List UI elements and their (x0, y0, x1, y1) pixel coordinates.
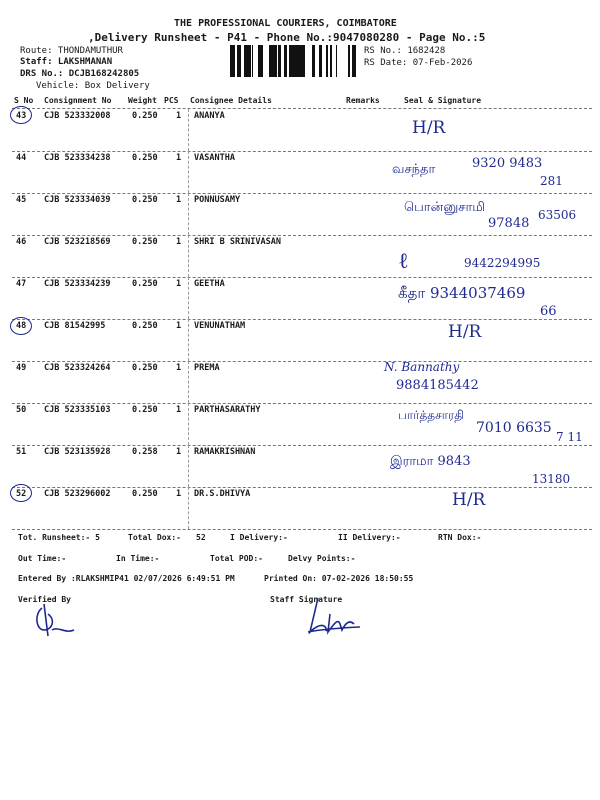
pieces: 1 (176, 237, 182, 247)
consignment-number: CJB 523218569 (44, 237, 111, 247)
consignment-number: CJB 523334039 (44, 195, 111, 205)
consignment-number: CJB 523335103 (44, 405, 111, 415)
column-divider (188, 403, 190, 445)
verified-by-signature (30, 600, 80, 640)
consignment-number: CJB 81542995 (44, 321, 106, 331)
total-dox-value: 52 (196, 533, 206, 542)
staff: Staff: LAKSHMANAN (20, 57, 113, 67)
pieces: 1 (176, 363, 182, 373)
handwritten-note: 66 (540, 304, 557, 319)
serial-number: 46 (16, 237, 27, 247)
pieces: 1 (176, 489, 182, 499)
tot-runsheet: Tot. Runsheet:- 5 (18, 533, 100, 542)
column-divider (188, 235, 190, 277)
column-divider (188, 151, 190, 193)
weight: 0.250 (132, 237, 158, 247)
staff-signature-label: Staff Signature (270, 595, 343, 604)
table-row (12, 487, 592, 530)
consignee-name: SHRI B SRINIVASAN (194, 237, 281, 247)
handwritten-note: வசந்தா (392, 162, 436, 177)
consignee-name: PREMA (194, 363, 220, 373)
weight: 0.250 (132, 363, 158, 373)
pieces: 1 (176, 405, 182, 415)
weight: 0.250 (132, 321, 158, 331)
weight: 0.258 (132, 447, 158, 457)
consignee-name: PONNUSAMY (194, 195, 241, 205)
rs-date: RS Date: 07-Feb-2026 (364, 58, 473, 68)
table-row (12, 319, 592, 362)
serial-number: 43 (16, 111, 27, 121)
handwritten-note: 97848 (488, 216, 530, 231)
consignment-number: CJB 523135928 (44, 447, 111, 457)
weight: 0.250 (132, 153, 158, 163)
ii-delivery: II Delivery:- (338, 533, 401, 542)
sno-circle-mark (10, 106, 32, 124)
column-divider (188, 487, 190, 529)
consignment-number: CJB 523334238 (44, 153, 111, 163)
table-row (12, 361, 592, 404)
rs-number: RS No.: 1682428 (364, 46, 446, 56)
i-delivery: I Delivery:- (230, 533, 288, 542)
delvy-points: Delvy Points:- (288, 554, 356, 563)
weight: 0.250 (132, 111, 158, 121)
handwritten-note: இராமா 9843 (390, 454, 471, 469)
consignee-name: ANANYA (194, 111, 225, 121)
consignee-name: VASANTHA (194, 153, 235, 163)
handwritten-note: 9442294995 (464, 256, 541, 270)
column-divider (188, 319, 190, 361)
runsheet-title: ,Delivery Runsheet - P41 - Phone No.:9047080280 - Page No.:5 (88, 31, 486, 44)
consignment-number: CJB 523296002 (44, 489, 111, 499)
col-remarks: Remarks (346, 96, 380, 105)
printed-on: Printed On: 07-02-2026 18:50:55 (264, 574, 414, 583)
column-divider (188, 361, 190, 403)
consignee-name: PARTHASARATHY (194, 405, 261, 415)
handwritten-note: 9884185442 (396, 378, 479, 393)
handwritten-note: N. Bannathy (384, 360, 460, 374)
table-row (12, 109, 592, 152)
total-pod: Total POD:- (210, 554, 263, 563)
consignee-name: GEETHA (194, 279, 225, 289)
pieces: 1 (176, 321, 182, 331)
vehicle: Vehicle: Box Delivery (36, 81, 150, 91)
handwritten-note: 13180 (532, 472, 571, 486)
staff-signature (298, 594, 368, 638)
consignee-name: RAMAKRISHNAN (194, 447, 256, 457)
handwritten-note: பார்த்தசாரதி (398, 408, 465, 422)
barcode (230, 45, 358, 77)
serial-number: 52 (16, 489, 27, 499)
pieces: 1 (176, 195, 182, 205)
col-weight: Weight (128, 96, 157, 105)
company-name: THE PROFESSIONAL COURIERS, COIMBATORE (174, 18, 397, 29)
column-divider (188, 193, 190, 235)
serial-number: 44 (16, 153, 27, 163)
handwritten-note: H/R (448, 322, 482, 342)
consignee-name: VENUNATHAM (194, 321, 246, 331)
pieces: 1 (176, 153, 182, 163)
weight: 0.250 (132, 489, 158, 499)
weight: 0.250 (132, 405, 158, 415)
sno-circle-mark (10, 317, 32, 335)
consignment-number: CJB 523334239 (44, 279, 111, 289)
in-time: In Time:- (116, 554, 160, 563)
handwritten-note: 63506 (538, 208, 577, 222)
serial-number: 49 (16, 363, 27, 373)
signature-scribble: ℓ (398, 249, 409, 274)
handwritten-note: 281 (540, 174, 563, 188)
drs-number: DRS No.: DCJB168242805 (20, 69, 140, 79)
col-sno: S No (14, 96, 34, 105)
consignment-number: CJB 523332008 (44, 111, 111, 121)
handwritten-note: 7 11 (556, 430, 583, 444)
handwritten-note: H/R (412, 118, 446, 138)
col-seal-signature: Seal & Signature (404, 96, 482, 105)
entered-by: Entered By :RLAKSHMIP41 02/07/2026 6:49:51 PM (18, 574, 235, 583)
serial-number: 45 (16, 195, 27, 205)
col-pcs: PCS (164, 96, 179, 105)
route: Route: THONDAMUTHUR (20, 46, 123, 56)
rtn-dox: RTN Dox:- (438, 533, 482, 542)
column-header-row (12, 94, 592, 109)
consignment-number: CJB 523324264 (44, 363, 111, 373)
pieces: 1 (176, 279, 182, 289)
verified-by-label: Verified By (18, 595, 71, 604)
handwritten-note: பொன்னுசாமி (404, 200, 486, 215)
serial-number: 48 (16, 321, 27, 331)
pieces: 1 (176, 447, 182, 457)
handwritten-note: H/R (452, 490, 486, 510)
column-divider (188, 277, 190, 319)
col-consignee: Consignee Details (190, 96, 272, 105)
out-time: Out Time:- (18, 554, 67, 563)
handwritten-note: 9320 9483 (472, 156, 543, 171)
column-divider (188, 445, 190, 487)
col-consignment: Consignment No (44, 96, 112, 105)
column-divider (188, 109, 190, 151)
pieces: 1 (176, 111, 182, 121)
serial-number: 51 (16, 447, 27, 457)
serial-number: 50 (16, 405, 27, 415)
weight: 0.250 (132, 195, 158, 205)
handwritten-note: கீதா 9344037469 (398, 284, 526, 302)
consignee-name: DR.S.DHIVYA (194, 489, 251, 499)
total-dox-label: Total Dox:- (128, 533, 181, 542)
handwritten-note: 7010 6635 (476, 420, 552, 436)
table-row (12, 445, 592, 488)
weight: 0.250 (132, 279, 158, 289)
serial-number: 47 (16, 279, 27, 289)
sno-circle-mark (10, 484, 32, 502)
